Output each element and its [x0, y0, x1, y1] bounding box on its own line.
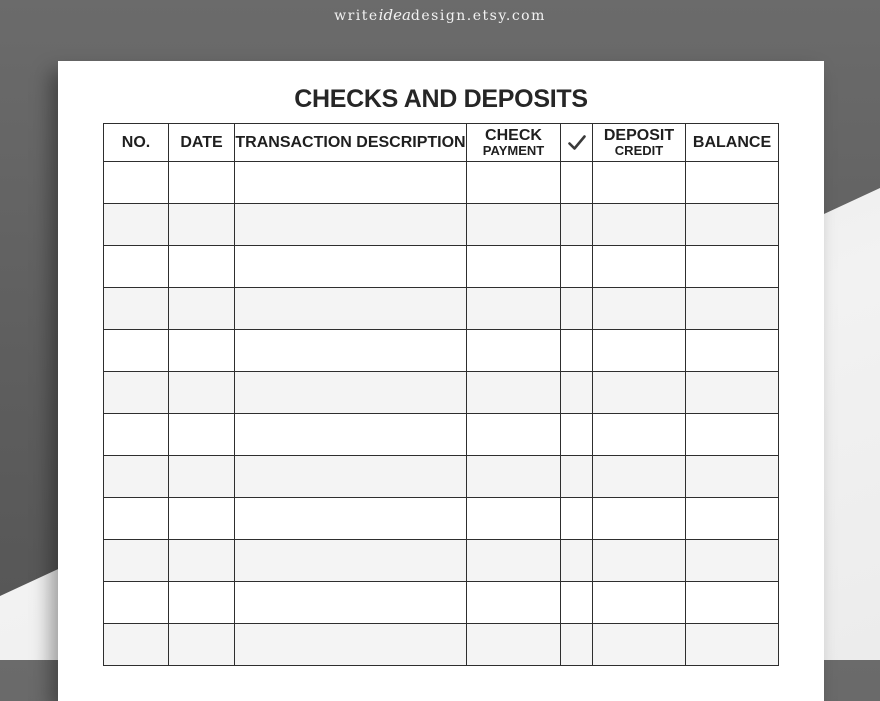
cell-deposit — [593, 456, 686, 498]
table-row — [104, 456, 779, 498]
cell-date — [169, 288, 235, 330]
cell-balance — [686, 330, 779, 372]
table-row — [104, 414, 779, 456]
watermark-brand — [0, 6, 880, 24]
cell-check — [467, 288, 561, 330]
cell-check — [467, 204, 561, 246]
cell-cleared — [561, 162, 593, 204]
cell-description — [235, 456, 467, 498]
table-row — [104, 582, 779, 624]
brand-suffix: design.etsy.com — [410, 8, 546, 24]
cell-cleared — [561, 372, 593, 414]
cell-deposit — [593, 330, 686, 372]
cell-check — [467, 372, 561, 414]
column-header-balance: BALANCE — [686, 124, 779, 162]
column-header-description: TRANSACTION DESCRIPTION — [235, 124, 467, 162]
brand-prefix: write — [334, 8, 379, 24]
cell-description — [235, 498, 467, 540]
cell-description — [235, 624, 467, 666]
cell-cleared — [561, 414, 593, 456]
table-row — [104, 540, 779, 582]
cell-balance — [686, 288, 779, 330]
table-row — [104, 204, 779, 246]
cell-cleared — [561, 246, 593, 288]
cell-no — [104, 330, 169, 372]
cell-check — [467, 624, 561, 666]
cell-deposit — [593, 372, 686, 414]
cell-date — [169, 624, 235, 666]
register-sheet — [58, 61, 824, 701]
cell-balance — [686, 246, 779, 288]
cell-deposit — [593, 540, 686, 582]
table-row — [104, 372, 779, 414]
cell-no — [104, 414, 169, 456]
cell-check — [467, 498, 561, 540]
cell-cleared — [561, 456, 593, 498]
cell-no — [104, 582, 169, 624]
cell-cleared — [561, 288, 593, 330]
cell-cleared — [561, 204, 593, 246]
cell-date — [169, 372, 235, 414]
page-title: CHECKS AND DEPOSITS — [294, 85, 588, 113]
register-body — [104, 162, 779, 666]
cell-deposit — [593, 498, 686, 540]
cell-balance — [686, 456, 779, 498]
cell-description — [235, 246, 467, 288]
cell-date — [169, 330, 235, 372]
cell-deposit — [593, 582, 686, 624]
brand-script: idea — [378, 6, 411, 24]
cell-description — [235, 372, 467, 414]
cell-balance — [686, 624, 779, 666]
cell-description — [235, 162, 467, 204]
cell-deposit — [593, 246, 686, 288]
column-header-date: DATE — [169, 124, 235, 162]
column-header-deposit-main: DEPOSIT — [603, 127, 675, 144]
cell-no — [104, 372, 169, 414]
cell-balance — [686, 204, 779, 246]
cell-balance — [686, 162, 779, 204]
checkmark-icon — [568, 135, 586, 151]
table-row — [104, 246, 779, 288]
cell-balance — [686, 540, 779, 582]
cell-cleared — [561, 624, 593, 666]
cell-deposit — [593, 288, 686, 330]
cell-no — [104, 162, 169, 204]
cell-no — [104, 540, 169, 582]
table-row — [104, 624, 779, 666]
cell-check — [467, 414, 561, 456]
column-header-check-main: CHECK — [485, 127, 542, 144]
cell-no — [104, 246, 169, 288]
column-header-deposit-sub: CREDIT — [614, 143, 664, 158]
cell-check — [467, 162, 561, 204]
cell-cleared — [561, 582, 593, 624]
cell-balance — [686, 372, 779, 414]
cell-balance — [686, 498, 779, 540]
cell-date — [169, 456, 235, 498]
table-row — [104, 162, 779, 204]
cell-description — [235, 330, 467, 372]
cell-date — [169, 162, 235, 204]
cell-no — [104, 498, 169, 540]
cell-check — [467, 540, 561, 582]
cell-date — [169, 498, 235, 540]
column-header-cleared — [561, 124, 593, 162]
cell-check — [467, 582, 561, 624]
cell-no — [104, 456, 169, 498]
cell-cleared — [561, 540, 593, 582]
table-row — [104, 288, 779, 330]
cell-check — [467, 456, 561, 498]
cell-date — [169, 540, 235, 582]
cell-no — [104, 288, 169, 330]
cell-check — [467, 246, 561, 288]
table-row — [104, 330, 779, 372]
cell-no — [104, 204, 169, 246]
table-row — [104, 498, 779, 540]
cell-description — [235, 414, 467, 456]
header-row — [104, 124, 779, 162]
cell-check — [467, 330, 561, 372]
cell-balance — [686, 414, 779, 456]
column-header-deposit — [593, 124, 686, 162]
cell-cleared — [561, 498, 593, 540]
column-header-check-sub: PAYMENT — [482, 143, 545, 158]
cell-date — [169, 414, 235, 456]
cell-date — [169, 246, 235, 288]
cell-deposit — [593, 162, 686, 204]
cell-description — [235, 582, 467, 624]
cell-date — [169, 582, 235, 624]
cell-description — [235, 288, 467, 330]
check-register-table — [103, 123, 779, 666]
cell-deposit — [593, 204, 686, 246]
column-header-no: NO. — [104, 124, 169, 162]
cell-balance — [686, 582, 779, 624]
cell-description — [235, 204, 467, 246]
cell-cleared — [561, 330, 593, 372]
cell-deposit — [593, 414, 686, 456]
cell-date — [169, 204, 235, 246]
cell-deposit — [593, 624, 686, 666]
cell-description — [235, 540, 467, 582]
cell-no — [104, 624, 169, 666]
column-header-check — [467, 124, 561, 162]
